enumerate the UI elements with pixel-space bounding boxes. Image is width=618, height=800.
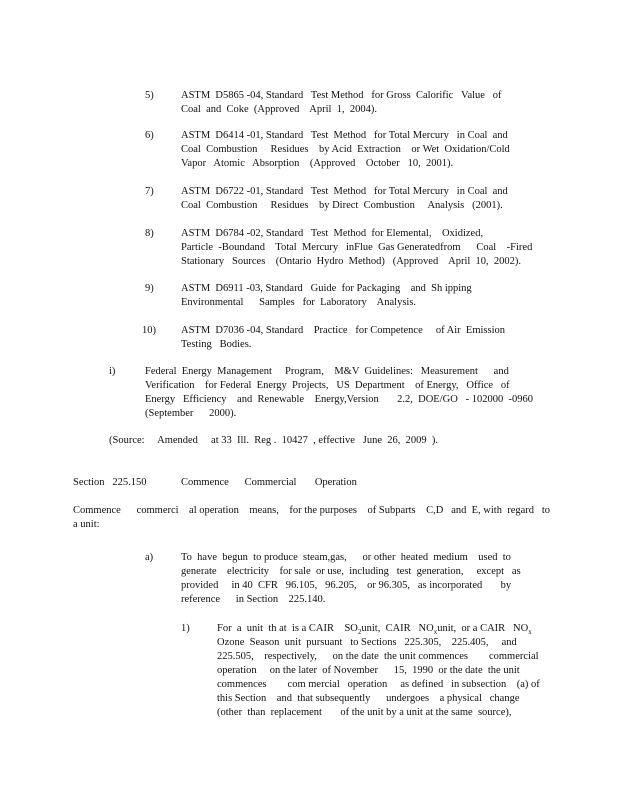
text-line: ASTM D6911 -03, Standard Guide for Packaging and Sh ipping: [181, 283, 472, 294]
text-fragment: For a unit th at is a CAIR SO: [217, 623, 358, 634]
text-line: provided in 40 CFR 96.105, 96.205, or 96.305, as incorporated by: [181, 580, 512, 591]
text-line: Vapor Atomic Absorption (Approved October 10, 2001).: [181, 158, 454, 169]
text-line: Particle -Boundand Total Mercury inFlue Gas Generatedfrom Coal -Fired: [181, 242, 533, 253]
item-number: 10): [142, 325, 156, 336]
text-line: (Source: Amended at 33 Ill. Reg . 10427 , effective June 26, 2009 ).: [109, 435, 439, 446]
item-number: 9): [145, 283, 154, 294]
item-number: 5): [145, 90, 154, 101]
list-item: [181, 185, 526, 213]
item-number: 7): [145, 186, 154, 197]
text-line: ASTM D5865 -04, Standard Test Method for Gross Calorific Value of: [181, 90, 502, 101]
subscript: x: [528, 628, 532, 637]
text-line: To have begun to produce steam,gas, or other heated medium used to: [181, 552, 511, 563]
subscript: 2: [357, 628, 362, 637]
item-number: a): [145, 552, 154, 563]
text-line: 225.505, respectively, on the date the unit commences commercial: [217, 651, 539, 662]
list-item: [145, 365, 534, 421]
section-title: [181, 476, 357, 490]
text-line: ASTM D7036 -04, Standard Practice for Competence of Air Emission: [181, 325, 505, 336]
list-item: [181, 282, 526, 310]
text-line: this Section and that subsequently undergoes a physical change: [217, 693, 520, 704]
text-line: generate electricity for sale or use, including test generation, except as: [181, 566, 521, 577]
section-number: Section 225.150: [73, 477, 147, 488]
text-line: Coal Combustion Residues by Direct Combustion Analysis (2001).: [181, 200, 503, 211]
section-title-text: Commence Commercial Operation: [181, 477, 357, 488]
text-line: ASTM D6722 -01, Standard Test Method for Total Mercury in Coal and: [181, 186, 508, 197]
list-item: [181, 89, 526, 117]
text-fragment: unit, CAIR NO: [361, 623, 434, 634]
text-line: Ozone Season unit pursuant to Sections 225.305, 225.405, and: [217, 637, 517, 648]
text-line: Stationary Sources (Ontario Hydro Method) (Approved April 10, 2002).: [181, 256, 522, 267]
list-item: [181, 551, 526, 607]
text-fragment: unit, or a CAIR NO: [437, 623, 529, 634]
source-note: [109, 434, 529, 448]
text-line: ASTM D6784 -02, Standard Test Method for Elemental, Oxidized,: [181, 228, 484, 239]
subscript: x: [433, 628, 438, 637]
text-line: ASTM D6414 -01, Standard Test Method for Total Mercury in Coal and: [181, 130, 508, 141]
text-line: commences com mercial operation as defined in subsection (a) of: [217, 679, 540, 690]
definition-paragraph: [73, 504, 551, 532]
text-line: [217, 622, 547, 636]
text-line: Environmental Samples for Laboratory Analysis.: [181, 297, 417, 308]
text-line: (September 2000).: [145, 408, 237, 419]
text-line: operation on the later of November 15, 1990 or the date the unit: [217, 665, 520, 676]
section-label: [73, 476, 147, 490]
list-item: [217, 622, 547, 720]
text-line: Testing Bodies.: [181, 339, 252, 350]
text-line: reference in Section 225.140.: [181, 594, 326, 605]
list-item: [181, 227, 536, 269]
item-number: 8): [145, 228, 154, 239]
text-line: Federal Energy Management Program, M&V Guidelines: Measurement and: [145, 366, 509, 377]
text-line: Verification for Federal Energy Projects, US Department of Energy, Office of: [145, 380, 510, 391]
text-line: Coal Combustion Residues by Acid Extraction or Wet Oxidation/Cold: [181, 144, 510, 155]
item-number: 1): [181, 623, 190, 634]
item-number: 6): [145, 130, 154, 141]
list-item: [181, 129, 526, 171]
list-item: [181, 324, 526, 352]
text-line: (other than replacement of the unit by a unit at the same source),: [217, 707, 512, 718]
text-line: Energy Efficiency and Renewable Energy,Version 2.2, DOE/GO - 102000 -0960: [145, 394, 534, 405]
text-line: Coal and Coke (Approved April 1, 2004).: [181, 104, 377, 115]
item-number: i): [109, 366, 116, 377]
text-line: a unit:: [73, 519, 100, 530]
text-line: Commence commerci al operation means, for the purposes of Subparts C,D and E, with regard to: [73, 505, 551, 516]
